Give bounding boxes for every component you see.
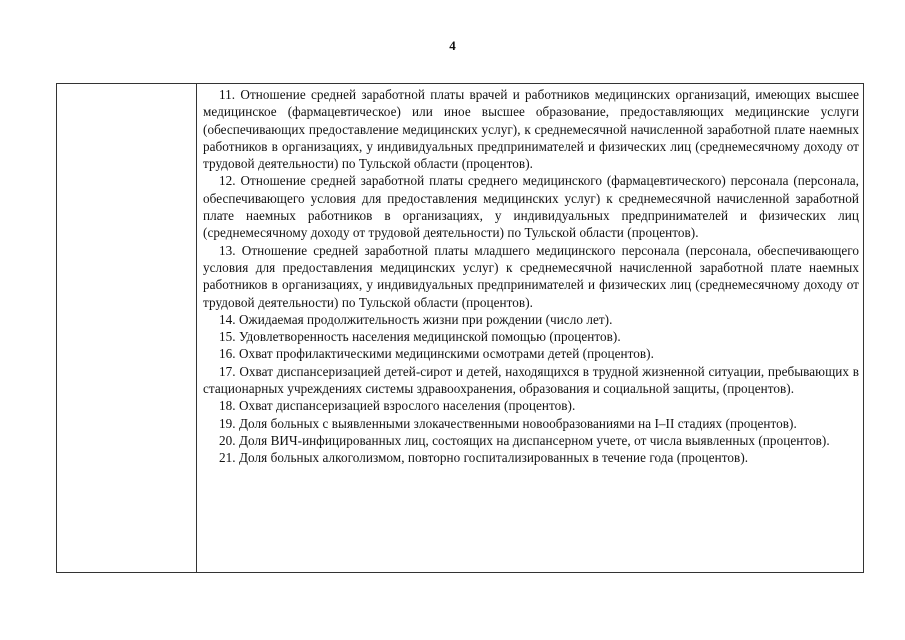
indicator-item-18: 18. Охват диспансеризацией взрослого населения (процентов). bbox=[219, 398, 576, 414]
indicator-table bbox=[56, 83, 864, 573]
indicator-item-12: 12. Отношение средней заработной платы среднего медицинского (фармацевтического) персонала (персонала, обеспечивающего условия для предоставления медицинских услуг) к среднемесячной начисленной заработной плате наемных работников в организациях, у индивидуальных предпринимателей и физических лиц (среднемесячному доходу от трудовой деятельности) по Тульской области (процентов). bbox=[203, 173, 859, 241]
indicator-item-14: 14. Ожидаемая продолжительность жизни при рождении (число лет). bbox=[219, 311, 613, 327]
indicator-item-19: 19. Доля больных с выявленными злокачественными новообразованиями на I–II стадиях (процентов). bbox=[219, 415, 797, 431]
table-left-column bbox=[57, 84, 197, 572]
indicator-item-11: 11. Отношение средней заработной платы врачей и работников медицинских организаций, имеющих высшее медицинское (фармацевтическое) или иное высшее образование, предоставляющих медицинские услуги (обеспечивающих предоставление медицинских услуг), к среднемесячной начисленной заработной плате наемных работников в организациях, у индивидуальных предпринимателей и физических лиц (среднемесячному доходу от трудовой деятельности) по Тульской области (процентов). bbox=[203, 87, 859, 172]
indicator-item-21: 21. Доля больных алкоголизмом, повторно госпитализированных в течение года (процентов). bbox=[219, 450, 749, 466]
indicator-item-15: 15. Удовлетворенность населения медицинской помощью (процентов). bbox=[219, 329, 621, 345]
indicator-item-16: 16. Охват профилактическими медицинскими осмотрами детей (процентов). bbox=[219, 346, 654, 362]
page-number: 4 bbox=[449, 38, 456, 53]
indicator-item-20: 20. Доля ВИЧ-инфицированных лиц, состоящих на диспансерном учете, от числа выявленных (процентов). bbox=[219, 432, 830, 448]
indicator-item-17: 17. Охват диспансеризацией детей-сирот и детей, находящихся в трудной жизненной ситуации, пребывающих в стационарных учреждениях системы здравоохранения, образования и социальной защиты, (процентов). bbox=[203, 363, 859, 397]
table-right-column bbox=[203, 86, 859, 467]
indicator-item-13: 13. Отношение средней заработной платы младшего медицинского персонала (персонала, обеспечивающего условия для предоставления медицинских услуг) к среднемесячной начисленной заработной плате наемных работников в организациях, у индивидуальных предпринимателей и физических лиц (среднемесячному доходу от трудовой деятельности) по Тульской области (процентов). bbox=[203, 242, 859, 310]
